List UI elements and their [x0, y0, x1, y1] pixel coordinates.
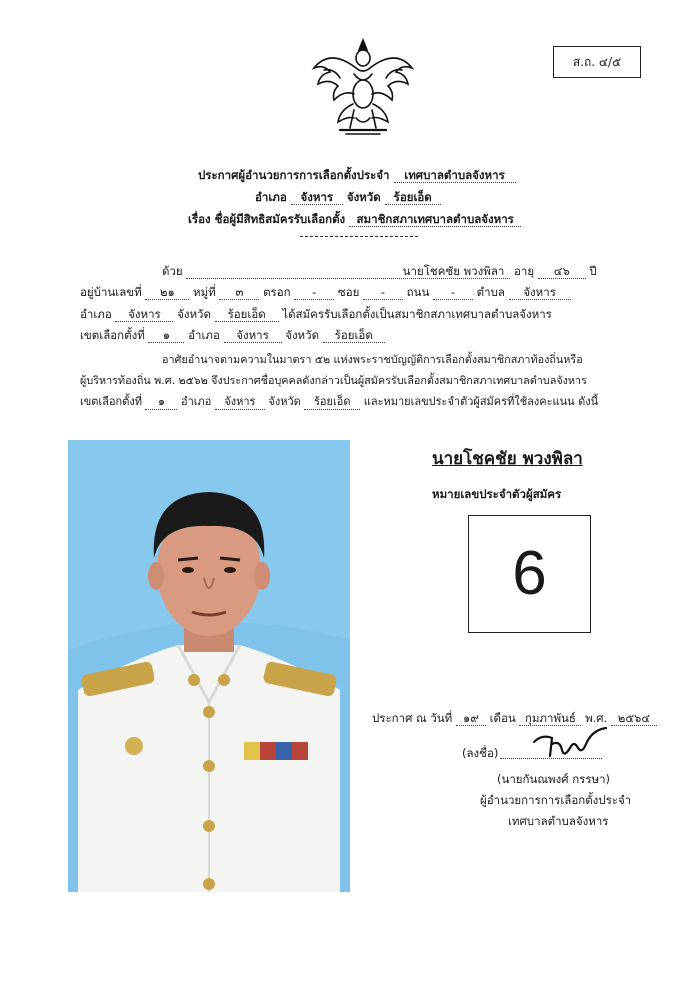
road-value: - [433, 285, 473, 300]
candidate-name: นายโชคชัย พวงพิลา [432, 449, 583, 469]
announce-year-label: พ.ศ. [585, 711, 608, 725]
moo-label: หมู่ที่ [193, 285, 216, 299]
moo-value: ๓ [219, 285, 259, 300]
header-changwat-label: จังหวัด [346, 190, 381, 204]
signer-title-2: เทศบาลตำบลจังหาร [508, 814, 609, 828]
amphoe-value-2: จังหาร [215, 395, 265, 410]
zone-label-2: เขตเลือกตั้งที่ [80, 395, 142, 408]
signer-title-1: ผู้อำนวยการการเลือกตั้งประจำ [480, 793, 632, 807]
header-line-2 [255, 190, 441, 205]
age-label: อายุ [513, 264, 535, 278]
header-amphoe-label: อำเภอ [255, 190, 287, 204]
zone-amphoe-value: จังหาร [224, 328, 282, 343]
house-no-value: ๒๑ [145, 285, 189, 300]
header-changwat-value: ร้อยเอ็ด [385, 190, 441, 205]
garuda-emblem-icon [310, 38, 416, 142]
age-unit: ปี [589, 264, 597, 278]
soi-value: - [363, 285, 403, 300]
zone-amphoe-label: อำเภอ [188, 328, 220, 342]
candidate-portrait [68, 440, 350, 892]
authority-line-1: อาศัยอำนาจตามความในมาตรา ๕๒ แห่งพระราชบัญญัติการเลือกตั้งสมาชิกสภาท้องถิ่นหรือ [162, 353, 583, 366]
body-line-3 [80, 307, 552, 322]
handwritten-signature-icon [530, 724, 610, 762]
header-line-1 [198, 168, 516, 183]
body-line-6 [80, 395, 598, 410]
announce-label: ประกาศ ณ วันที่ [372, 711, 453, 725]
amphoe-value: จังหาร [115, 307, 173, 322]
subject-value: สมาชิกสภาเทศบาลตำบลจังหาร [349, 212, 521, 227]
announce-month-label: เดือน [489, 711, 516, 725]
signer-name: (นายกันณพงศ์ กรรษา) [497, 772, 611, 786]
announcement-date-line [372, 711, 657, 726]
changwat-value: ร้อยเอ็ด [215, 307, 279, 322]
announce-day: ๑๙ [456, 711, 486, 726]
header-subject [188, 212, 521, 227]
amphoe-label-2: อำเภอ [180, 395, 212, 408]
body-line-1 [162, 264, 597, 279]
header-divider [300, 236, 418, 237]
sign-label: (ลงชื่อ) [462, 746, 499, 760]
house-no-label: อยู่บ้านเลขที่ [80, 285, 142, 299]
changwat-label-2: จังหวัด [268, 395, 301, 408]
authority-line-2: ผู้บริหารท้องถิ่น พ.ศ. ๒๕๖๒ จึงประกาศชื่อบุคคลดังกล่าวเป็นผู้สมัครรับเลือกตั้งสมาชิกสภาเทศบาลตำบลจังหาร [80, 374, 587, 387]
subject-label: เรื่อง ชื่อผู้มีสิทธิสมัครรับเลือกตั้ง [188, 212, 346, 226]
announce-year: ๒๕๖๔ [611, 711, 657, 726]
tambon-value: จังหาร [509, 285, 571, 300]
body-line-4 [80, 328, 385, 343]
form-code-box: ส.ถ. ๔/๕ [553, 46, 641, 78]
announce-month: กุมภาพันธ์ [519, 711, 581, 726]
header-amphoe-value: จังหาร [291, 190, 343, 205]
applicant-name: นายโชคชัย พวงพิลา [186, 264, 510, 279]
candidate-number-box: 6 [468, 515, 591, 633]
zone-changwat-label: จังหวัด [285, 328, 320, 342]
applied-statement: ได้สมัครรับเลือกตั้งเป็นสมาชิกสภาเทศบาลตำบลจังหาร [282, 307, 552, 321]
tambon-label: ตำบล [476, 285, 505, 299]
road-label: ถนน [406, 285, 430, 299]
changwat-label: จังหวัด [177, 307, 211, 321]
portrait-illustration [68, 440, 350, 892]
lead-word: ด้วย [162, 264, 183, 278]
trok-value: - [294, 285, 334, 300]
header-authority-label: ประกาศผู้อำนวยการการเลือกตั้งประจำ [198, 168, 390, 182]
soi-label: ซอย [337, 285, 360, 299]
number-statement: และหมายเลขประจำตัวผู้สมัครที่ใช้ลงคะแนน ดังนี้ [363, 395, 599, 408]
zone-changwat-value: ร้อยเอ็ด [323, 328, 385, 343]
amphoe-label: อำเภอ [80, 307, 112, 321]
age-value: ๔๖ [538, 264, 586, 279]
zone-label: เขตเลือกตั้งที่ [80, 328, 145, 342]
header-municipality: เทศบาลตำบลจังหาร [394, 168, 516, 183]
zone-value: ๑ [148, 328, 184, 343]
zone-value-2: ๑ [145, 395, 177, 410]
changwat-value-2: ร้อยเอ็ด [304, 395, 360, 410]
candidate-number-label: หมายเลขประจำตัวผู้สมัคร [432, 487, 562, 501]
body-line-2 [80, 285, 571, 300]
trok-label: ตรอก [263, 285, 291, 299]
